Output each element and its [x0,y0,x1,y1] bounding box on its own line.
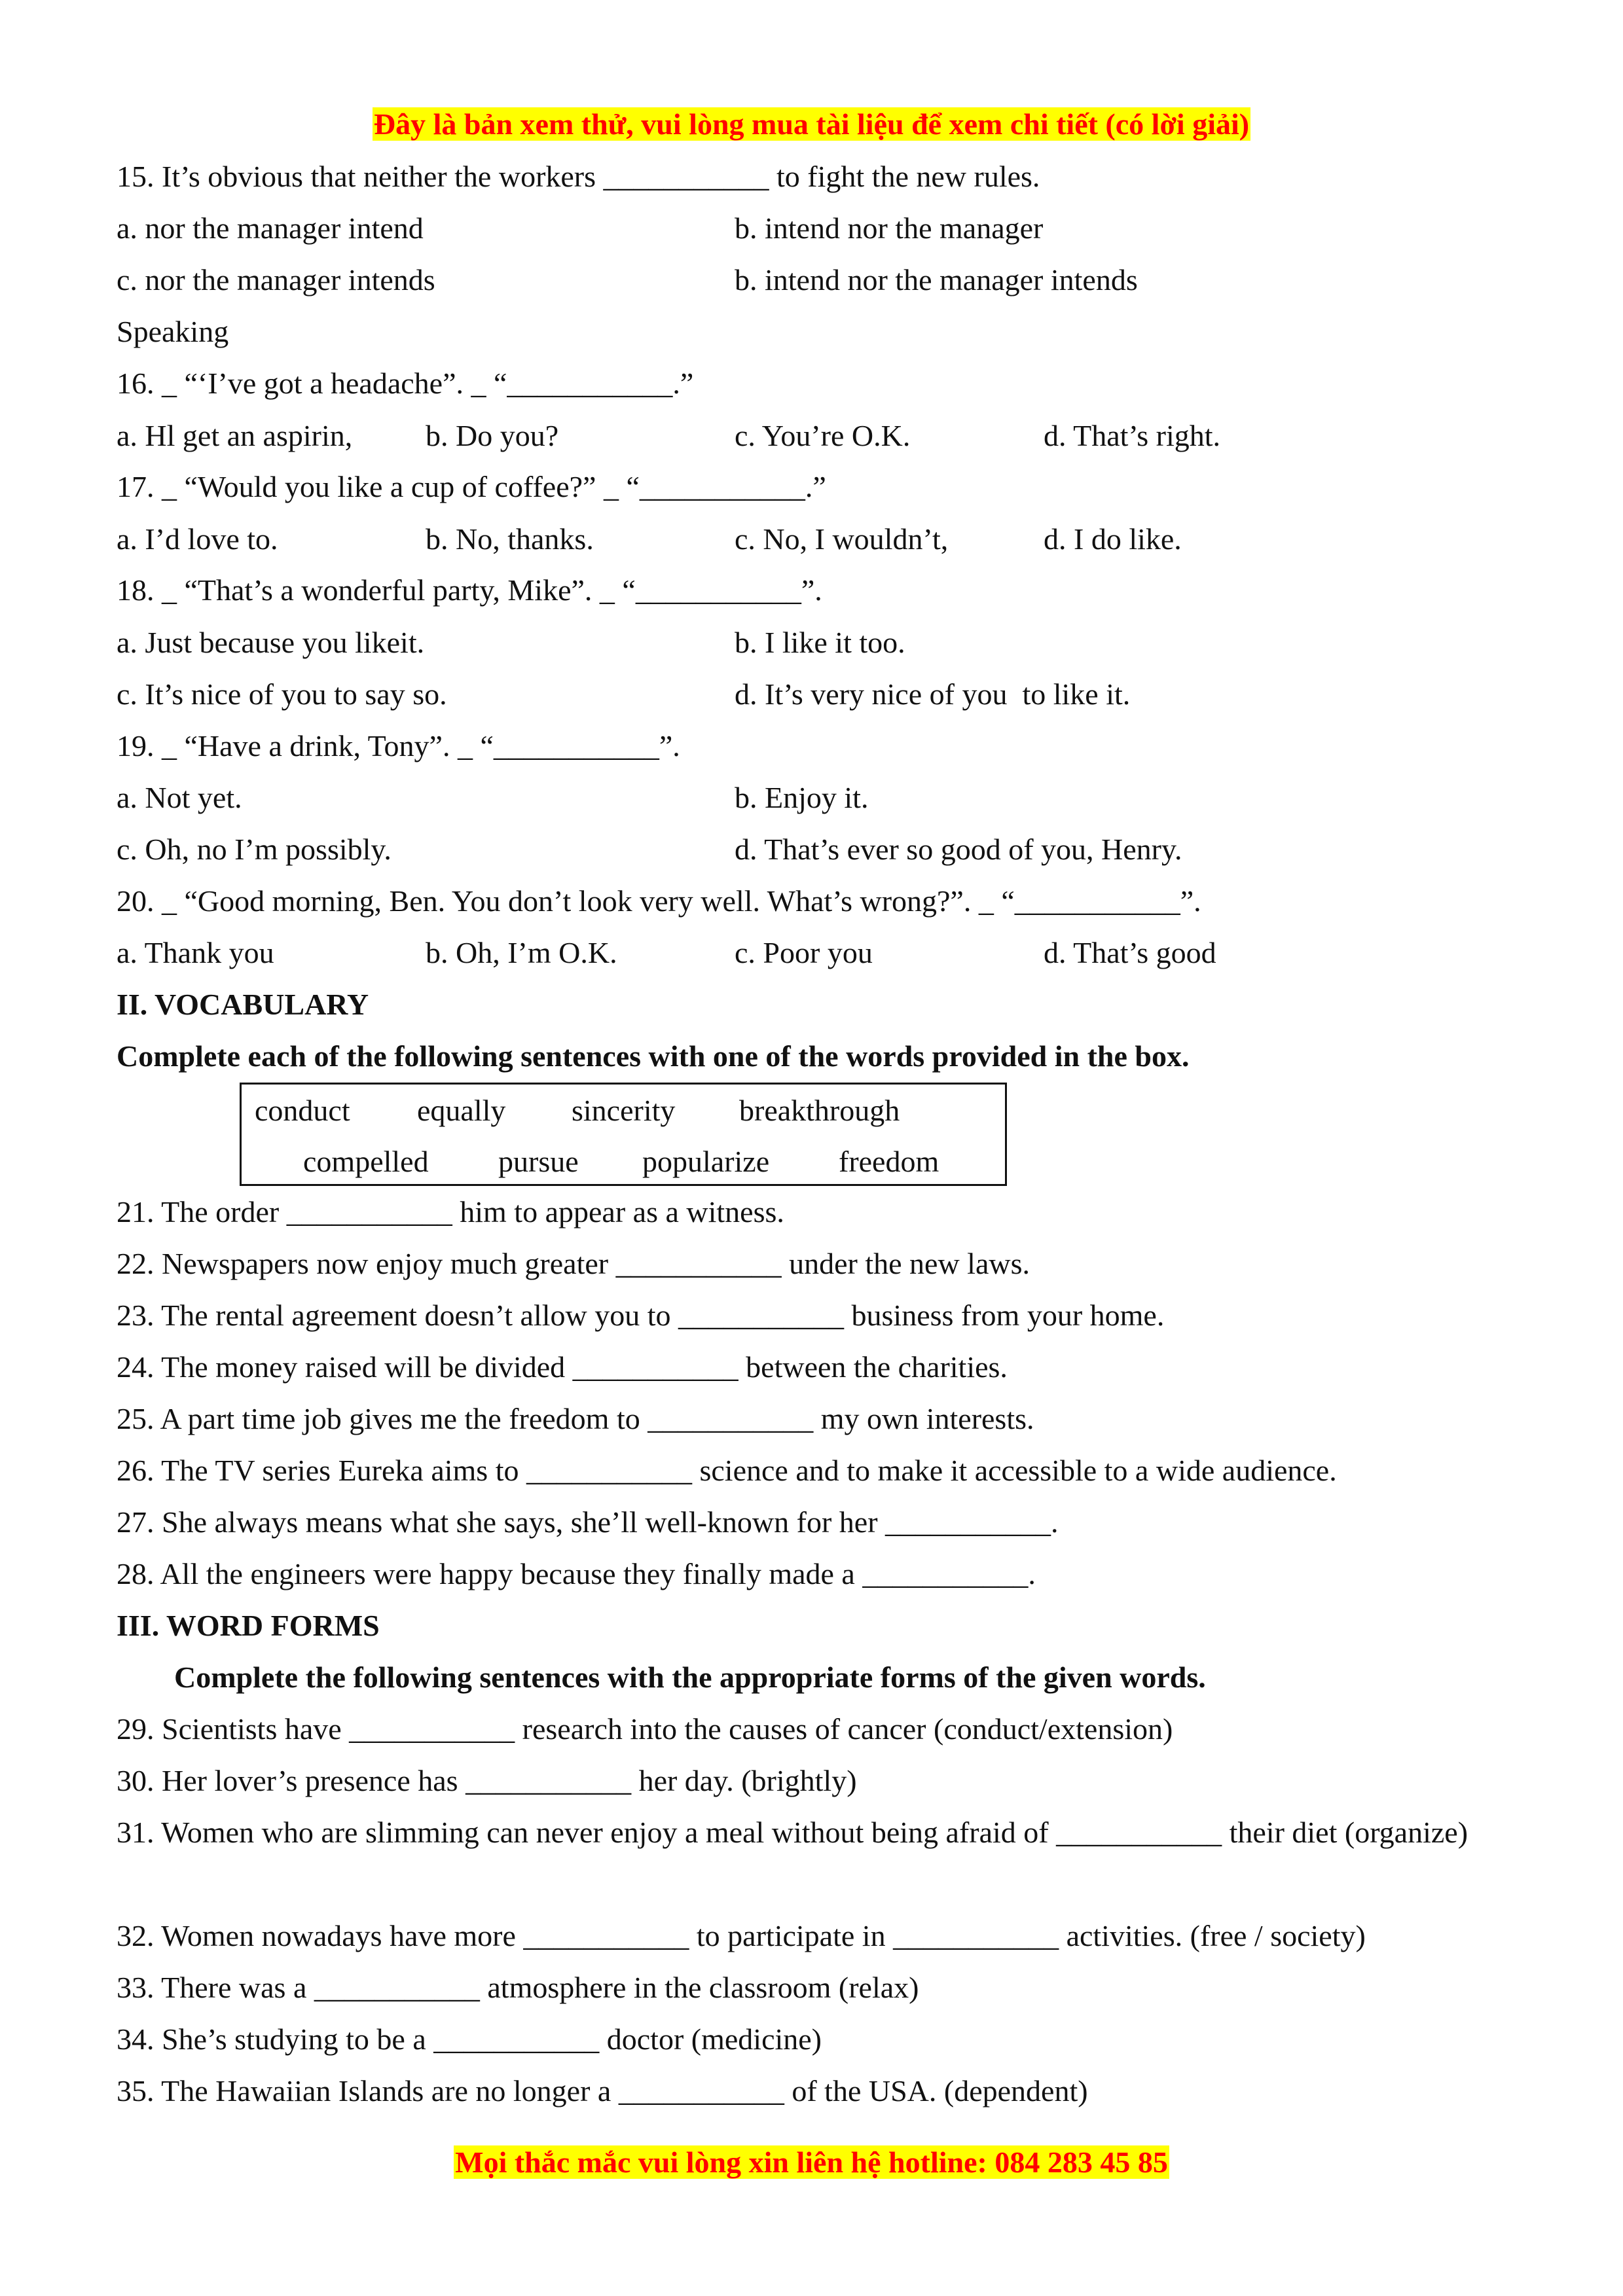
word-box-item: compelled [303,1145,429,1178]
option-c: c. You’re O.K. [735,419,911,452]
option-c: c. nor the manager intends [117,263,435,296]
question-19: 19. _ “Have a drink, Tony”. _ “___________”. [117,729,680,762]
word-box-item: breakthrough [739,1094,900,1127]
option-c: c. No, I wouldn’t, [735,522,949,556]
vocabulary-item: 26. The TV series Eureka aims to ___________ science and to make it accessible to a wide audience. [117,1454,1337,1487]
word-form-item: 29. Scientists have ___________ research into the causes of cancer (conduct/extension) [117,1712,1173,1746]
word-box-item: equally [417,1094,506,1127]
question-15-options-row2 [117,262,1138,298]
section-heading-vocabulary: II. VOCABULARY [117,988,369,1021]
word-form-item: 31. Women who are slimming can never enjoy a meal without being afraid of ___________ their diet (organize) [117,1816,1468,1849]
vocabulary-item: 25. A part time job gives me the freedom to ___________ my own interests. [117,1402,1034,1435]
word-box-item: conduct [255,1094,350,1127]
preview-banner-text: Đây là bản xem thử, vui lòng mua tài liệu để xem chi tiết (có lời giải) [373,107,1250,141]
section-heading-speaking: Speaking [117,315,229,348]
word-box [240,1083,1007,1186]
option-d: b. intend nor the manager intends [735,263,1138,296]
word-form-item: 33. There was a ___________ atmosphere in the classroom (relax) [117,1971,919,2004]
word-form-item: 30. Her lover’s presence has ___________ her day. (brightly) [117,1764,857,1797]
question-17-options [117,521,1182,558]
option-b: b. I like it too. [735,626,905,659]
question-18: 18. _ “That’s a wonderful party, Mike”. _ “___________”. [117,573,822,607]
vocabulary-item: 22. Newspapers now enjoy much greater ___________ under the new laws. [117,1247,1030,1280]
vocabulary-item: 24. The money raised will be divided ___________ between the charities. [117,1350,1008,1384]
vocabulary-item: 28. All the engineers were happy because they finally made a ___________. [117,1557,1036,1590]
option-b: b. No, thanks. [426,522,594,556]
hotline-banner-text: Mọi thắc mắc vui lòng xin liên hệ hotline: 084 283 45 85 [455,2145,1168,2179]
option-c: c. It’s nice of you to say so. [117,677,447,711]
word-box-item: pursue [498,1145,579,1178]
question-20: 20. _ “Good morning, Ben. You don’t look very well. What’s wrong?”. _ “___________”. [117,884,1201,918]
word-box-item: freedom [839,1145,939,1178]
question-17: 17. _ “Would you like a cup of coffee?” _ “___________.” [117,470,826,503]
word-box-item: popularize [642,1145,770,1178]
question-15: 15. It’s obvious that neither the workers ___________ to fight the new rules. [117,160,1040,193]
question-18-options-row2 [117,676,1131,713]
vocabulary-item: 27. She always means what she says, she’ll well-known for her ___________. [117,1505,1059,1539]
option-d: d. I do like. [1044,522,1182,556]
word-form-item: 32. Women nowadays have more ___________ to participate in ___________ activities. (free / society) [117,1919,1366,1952]
vocabulary-item: 21. The order ___________ him to appear as a witness. [117,1195,784,1229]
question-18-options-row1 [117,624,905,661]
option-a: a. nor the manager intend [117,211,424,245]
word-form-item: 35. The Hawaiian Islands are no longer a ___________ of the USA. (dependent) [117,2074,1088,2108]
option-b: b. Do you? [426,419,559,452]
option-c: c. Oh, no I’m possibly. [117,833,392,866]
question-15-options-row1 [117,210,1044,247]
section-heading-word-forms: III. WORD FORMS [117,1609,380,1642]
option-d: d. It’s very nice of you to like it. [735,677,1131,711]
question-19-options-row2 [117,831,1182,868]
question-16: 16. _ “‘I’ve got a headache”. _ “___________.” [117,367,694,400]
option-a: a. I’d love to. [117,522,278,556]
option-d: d. That’s ever so good of you, Henry. [735,833,1182,866]
option-b: b. Oh, I’m O.K. [426,936,617,969]
option-b: b. intend nor the manager [735,211,1044,245]
word-form-item: 34. She’s studying to be a ___________ doctor (medicine) [117,2022,822,2056]
option-d: d. That’s right. [1044,419,1221,452]
option-a: a. Thank you [117,936,274,969]
word-forms-instruction: Complete the following sentences with the appropriate forms of the given words. [174,1660,1206,1694]
option-a: a. Not yet. [117,781,242,814]
word-box-item: sincerity [572,1094,676,1127]
option-c: c. Poor you [735,936,873,969]
hotline-banner [0,2144,1623,2181]
option-a: a. Just because you likeit. [117,626,425,659]
question-16-options [117,418,1221,454]
option-d: d. That’s good [1044,936,1216,969]
option-b: b. Enjoy it. [735,781,869,814]
vocabulary-instruction: Complete each of the following sentences with one of the words provided in the box. [117,1039,1190,1073]
vocabulary-item: 23. The rental agreement doesn’t allow you to ___________ business from your home. [117,1299,1165,1332]
option-a: a. Hl get an aspirin, [117,419,353,452]
question-19-options-row1 [117,780,869,816]
question-20-options [117,935,1216,971]
preview-banner [0,106,1623,143]
